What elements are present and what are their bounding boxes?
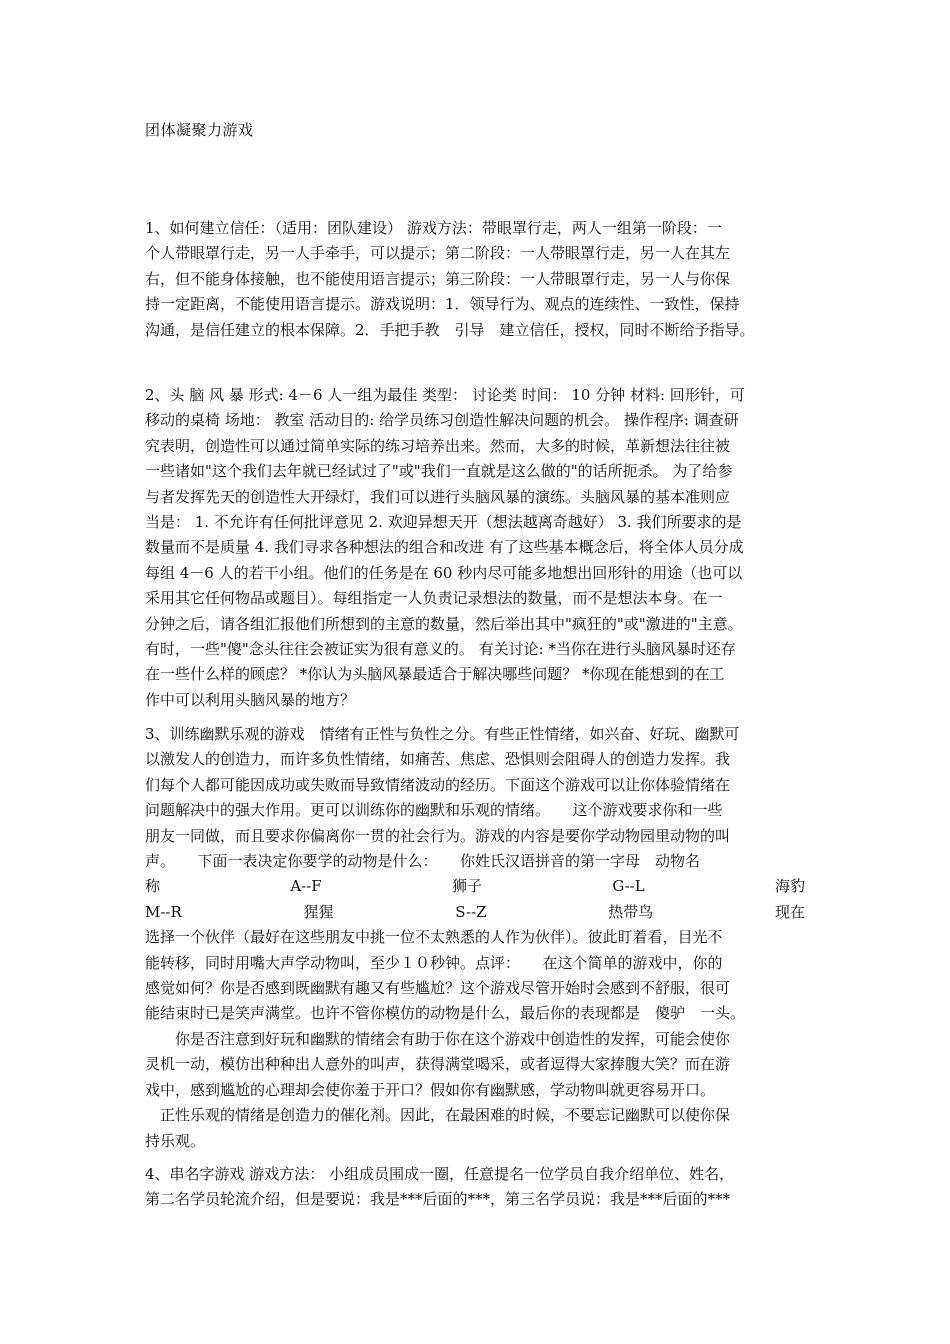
text-line: 声。 下面一表决定你要学的动物是什么： 你姓氏汉语拼音的第一字母 动物名 xyxy=(145,852,701,871)
text-line: 正性乐观的情绪是创造力的催化剂。因此，在最困难的时候，不要忘记幽默可以使你保 xyxy=(160,1106,731,1125)
section-4-name-chain xyxy=(145,1162,805,1213)
text-line: 分钟之后，请各组汇报他们所想到的主意的数量，然后举出其中"疯狂的"或"激进的"主意。 xyxy=(145,614,743,633)
text-line: 你是否注意到好玩和幽默的情绪会有助于你在这个游戏中创造性的发挥，可能会使你 xyxy=(175,1029,731,1048)
table-cell: 狮子 xyxy=(452,877,483,896)
text-line: 第二名学员轮流介绍，但是要说：我是***后面的***，第三名学员说：我是***后面的*** xyxy=(145,1190,731,1209)
text-line: 灵机一动，模仿出种种出人意外的叫声，获得满堂喝采，或者逗得大家捧腹大笑？而在游 xyxy=(145,1055,731,1074)
text-line: 持乐观。 xyxy=(145,1131,206,1150)
section-3-humor-game xyxy=(145,722,805,1154)
text-line: 问题解决中的强大作用。更可以训练你的幽默和乐观的情绪。 这个游戏要求你和一些 xyxy=(145,801,723,820)
table-cell: 海豹 xyxy=(774,877,805,896)
text-line: 每组 4－6 人的若干小组。他们的任务是在 60 秒内尽可能多地想出回形针的用途（也可以 xyxy=(145,563,743,582)
text-line: 右，但不能身体接触，也不能使用语言提示；第三阶段：一人带眼罩行走，另一人与你保 xyxy=(145,269,731,288)
text-line: 有时，一些"傻"念头往往会被证实为很有意义的。 有关讨论: *当你在进行头脑风暴时还存 xyxy=(145,640,736,659)
document-title: 团体凝聚力游戏 xyxy=(145,121,254,139)
animal-table-row-1 xyxy=(145,874,805,899)
table-cell: 猩猩 xyxy=(303,902,334,921)
table-cell: S--Z xyxy=(455,902,487,921)
text-line: 能结束时已是笑声满堂。也许不管你模仿的动物是什么，最后你的表现都是 傻驴 一头。 xyxy=(145,1004,746,1023)
text-line: 感觉如何？你是否感到既幽默有趣又有些尴尬？这个游戏尽管开始时会感到不舒服，很可 xyxy=(145,979,731,998)
text-line: 选择一个伙伴（最好在这些朋友中挑一位不太熟悉的人作为伙伴）。彼此盯着看，目光不 xyxy=(145,928,723,947)
text-line: 1、如何建立信任：（适用：团队建设） 游戏方法：带眼罩行走，两人一组第一阶段：一 xyxy=(145,219,722,237)
text-line: 戏中，感到尴尬的心理却会使你羞于开口？假如你有幽默感，学动物叫就更容易开口。 xyxy=(145,1080,716,1099)
text-line: 3、训练幽默乐观的游戏 情绪有正性与负性之分。有些正性情绪，如兴奋、好玩、幽默可 xyxy=(145,725,740,743)
text-line: 2、头 脑 风 暴 形式: 4－6 人一组为最佳 类型： 讨论类 时间： 10 分钟 材料: 回形针，可 xyxy=(145,386,745,404)
table-cell: G--L xyxy=(612,877,645,896)
text-line: 当是： 1. 不允许有任何批评意见 2. 欢迎异想天开（想法越离奇越好） 3. 我们所要求的是 xyxy=(145,513,742,532)
table-cell: A--F xyxy=(290,877,322,896)
text-line: 持一定距离，不能使用语言提示。游戏说明：1．领导行为、观点的连续性、一致性，保持 xyxy=(145,295,740,314)
text-line: 采用其它任何物品或题目）。每组指定一人负责记录想法的数量，而不是想法本身。在一 xyxy=(145,589,723,608)
text-line: 数量而不是质量 4. 我们寻求各种想法的组合和改进 有了这些基本概念后，将全体人员分成 xyxy=(145,538,744,557)
text-line: 在一些什么样的顾虑？ *你认为头脑风暴最适合于解决哪些问题？ *你现在能想到的在工 xyxy=(145,665,725,684)
text-line: 朋友一同做，而且要求你偏离你一贯的社会行为。游戏的内容是要你学动物园里动物的叫 xyxy=(145,826,731,845)
text-line: 能转移，同时用嘴大声学动物叫，至少１０秒钟。点评： 在这个简单的游戏中，你的 xyxy=(145,953,723,972)
text-line: 与者发挥先天的创造性大开绿灯，我们可以进行头脑风暴的演练。头脑风暴的基本准则应 xyxy=(145,487,731,506)
table-cell: M--R xyxy=(145,902,182,921)
animal-table-row-2 xyxy=(145,900,805,925)
text-line: 一些诸如"这个我们去年就已经试过了"或"我们一直就是这么做的"的话所扼杀。 为了给参 xyxy=(145,462,733,481)
table-cell: 现在 xyxy=(774,902,805,921)
table-cell: 热带鸟 xyxy=(608,902,654,921)
text-line: 个人带眼罩行走，另一人手牵手，可以提示；第二阶段：一人带眼罩行走，另一人在其左 xyxy=(145,244,731,263)
section-2-brainstorm xyxy=(145,383,805,713)
text-line: 移动的桌椅 场地： 教室 活动目的: 给学员练习创造性解决问题的机会。 操作程序: 调查研 xyxy=(145,411,739,430)
text-line: 4、串名字游戏 游戏方法： 小组成员围成一圈，任意提名一位学员自我介绍单位、姓名， xyxy=(145,1165,735,1183)
section-1-trust xyxy=(145,216,805,343)
table-cell: 称 xyxy=(145,877,161,896)
text-line: 们每个人都可能因成功或失败而导致情绪波动的经历。下面这个游戏可以让你体验情绪在 xyxy=(145,775,731,794)
text-line: 沟通，是信任建立的根本保障。2．手把手教 引导 建立信任，授权，同时不断给予指导。 xyxy=(145,320,755,339)
text-line: 究表明，创造性可以通过简单实际的练习培养出来。然而，大多的时候，革新想法往往被 xyxy=(145,436,731,455)
text-line: 作中可以利用头脑风暴的地方？ xyxy=(145,690,356,709)
text-line: 以激发人的创造力，而许多负性情绪，如痛苦、焦虑、恐惧则会阻碍人的创造力发挥。我 xyxy=(145,750,731,769)
